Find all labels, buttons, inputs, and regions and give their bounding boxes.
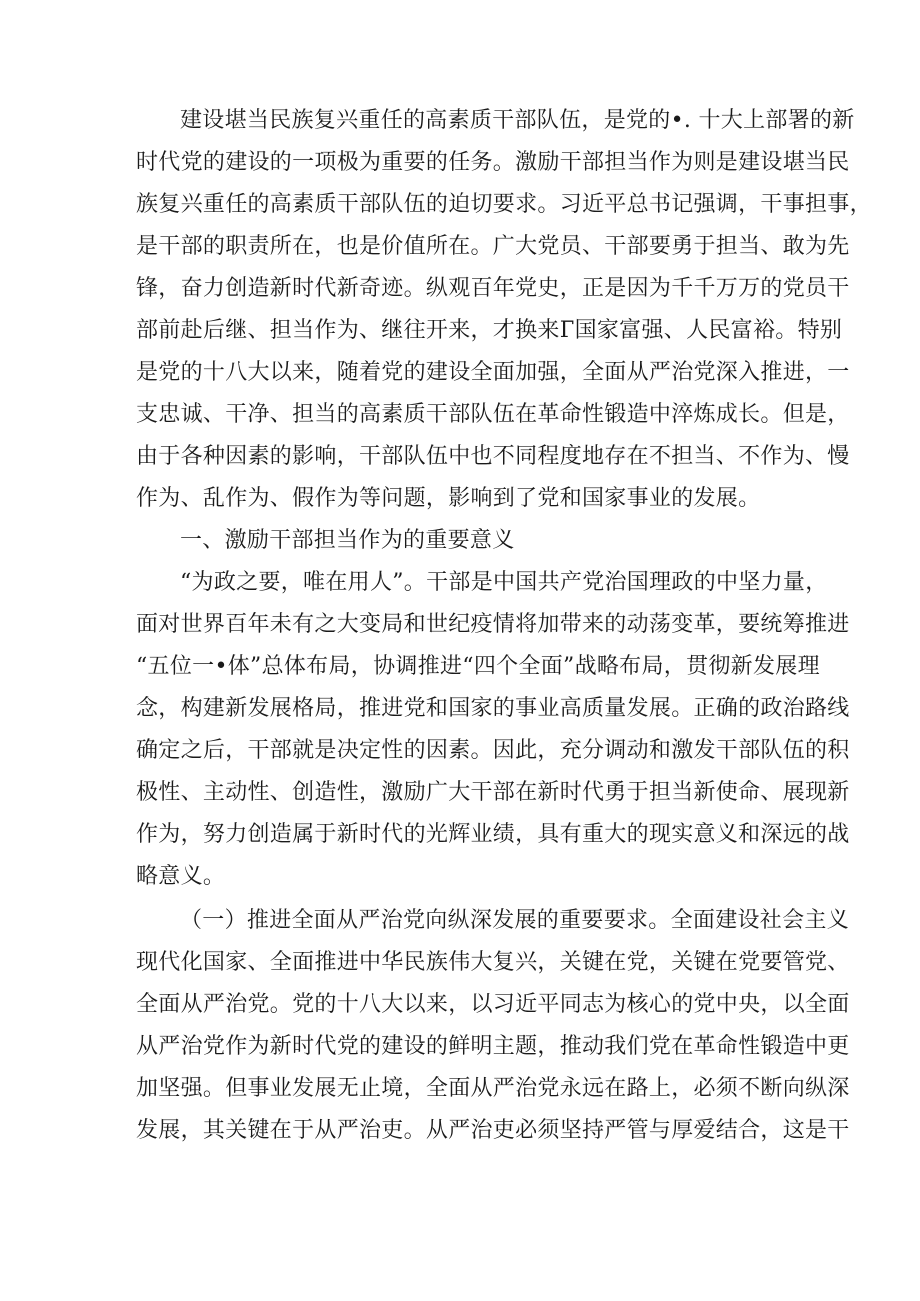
text-line: 从严治党作为新时代党的建设的鲜明主题，推动我们党在革命性锻造中更 — [136, 1034, 850, 1059]
text-line: 加坚强。但事业发展无止境，全面从严治党永远在路上，必须不断向纵深 — [136, 1076, 850, 1101]
text-line: 发展，其关键在于从严治吏。从严治吏必须坚持严管与厚爱结合，这是干 — [136, 1118, 850, 1143]
text-line: 念，构建新发展格局，推进党和国家的事业高质量发展。正确的政治路线 — [136, 696, 850, 721]
text-line: 族复兴重任的高素质干部队伍的迫切要求。习近平总书记强调，干事担事， — [136, 192, 872, 217]
text-line: 作为，努力创造属于新时代的光辉业绩，具有重大的现实意义和深远的战 — [136, 822, 850, 847]
text-line: 时代党的建设的一项极为重要的任务。激励干部担当作为则是建设堪当民 — [136, 150, 850, 175]
text-line: 是干部的职责所在，也是价值所在。广大党员、干部要勇于担当、敢为先 — [136, 234, 850, 259]
text-line: 确定之后，干部就是决定性的因素。因此，充分调动和激发干部队伍的积 — [136, 738, 850, 763]
section-heading: 一、激励干部担当作为的重要意义 — [180, 528, 515, 553]
text-line: 全面从严治党。党的十八大以来，以习近平同志为核心的党中央，以全面 — [136, 992, 850, 1017]
text-line: 由于各种因素的影响，干部队伍中也不同程度地存在不担当、不作为、慢 — [136, 444, 850, 469]
text-line: 是党的十八大以来，随着党的建设全面加强，全面从严治党深入推进，一 — [136, 360, 850, 385]
text-line: 面对世界百年未有之大变局和世纪疫情将加带来的动荡变革，要统筹推进 — [136, 612, 850, 637]
text-line: 建设堪当民族复兴重任的高素质干部队伍，是党的•. 十大上部署的新 — [180, 108, 855, 133]
text-line: （一）推进全面从严治党向纵深发展的重要要求。全面建设社会主义 — [180, 908, 850, 933]
text-line: 锋，奋力创造新时代新奇迹。纵观百年党史，正是因为千千万万的党员干 — [136, 276, 850, 301]
text-line: 极性、主动性、创造性，激励广大干部在新时代勇于担当新使命、展现新 — [136, 780, 850, 805]
text-line: 支忠诚、干净、担当的高素质干部队伍在革命性锻造中淬炼成长。但是， — [136, 402, 850, 427]
text-line: 部前赴后继、担当作为、继往开来，才换来Г国家富强、人民富裕。特别 — [136, 318, 843, 343]
text-line: 现代化国家、全面推进中华民族伟大复兴，关键在党，关键在党要管党、 — [136, 950, 850, 975]
text-line: “五位一•体”总体布局，协调推进“四个全面”战略布局，贯彻新发展理 — [136, 654, 820, 679]
text-line: 作为、乱作为、假作为等问题，影响到了党和国家事业的发展。 — [136, 486, 761, 511]
text-line: “为政之要，唯在用人”。干部是中国共产党治国理政的中坚力量， — [180, 570, 828, 595]
text-line: 略意义。 — [136, 864, 226, 889]
